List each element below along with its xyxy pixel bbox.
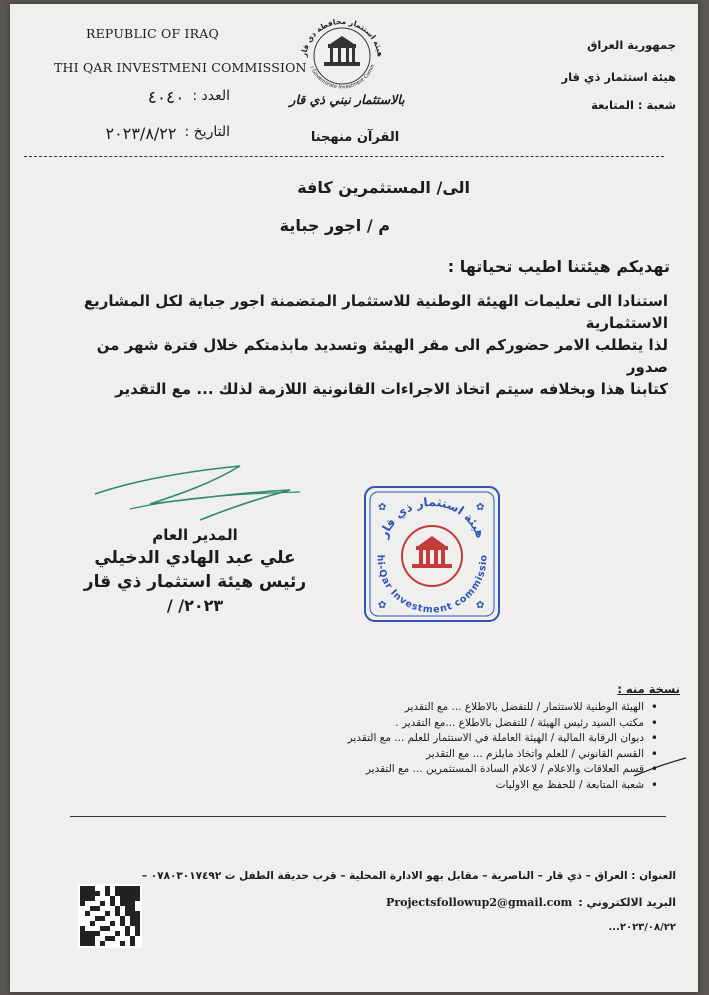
stamp-text-ar: هيئة استثمار ذي قار [376,494,488,540]
ar-division: شعبة : المتابعة [591,98,676,112]
checkmark-scribble-icon [630,756,690,780]
logo-caption: بالاستثمار نبني ذي قار [289,92,405,107]
commission-logo [292,8,392,98]
en-republic: REPUBLIC OF IRAQ [86,26,219,41]
footer-address: العنوان : العراق – ذي قار – الناصرية – مقابل بهو الادارة المحلية – قرب حديقة الطفل ت ٠٧٨٠٣٠١٧٤٩٢ – [141,870,676,882]
svg-text:✿: ✿ [476,502,485,513]
header-divider [24,156,664,157]
official-stamp [362,484,502,624]
cc-item: • الهيئة الوطنية للاستثمار / للتفضل بالاطلاع ... مع التقدير [204,700,644,716]
qr-code [78,884,142,948]
signature-title: المدير العام [152,526,238,544]
body-line-1: استنادا الى تعليمات الهيئة الوطنية للاستثمار المتضمنة اجور جباية لكل المشاريع الاستثمارية [83,292,668,332]
cc-item: • قسم العلاقات والاعلام / لاعلام السادة المستثمرين ... مع التقدير [204,762,644,778]
number-label: العدد : [192,88,230,104]
number-value: ٤٠٤٠ [147,88,185,108]
motto: القرآن منهجنا [310,130,400,145]
date-label: التاريخ : [184,124,230,140]
body-line-3: كتابنا هذا وبخلافه سيتم اتخاذ الاجراءات القانونية اللازمة لذلك ... مع التقدير [115,380,668,398]
email-value: Projectsfollowup2@gmail.com [386,896,573,909]
footer-divider [70,816,666,817]
body-line-2: لذا يتطلب الامر حضوركم الى مقر الهيئة وتسديد مابذمتكم خلال فترة شهر من صدور [96,336,668,376]
addressee-subject: م / اجور جباية [279,216,390,235]
logo-ring-en: r Governorate Investment Comm [308,63,377,91]
svg-text:هيئة استثمار ذي قار [376,495,488,541]
cc-item: • شعبة المتابعة / للحفظ مع الاوليات [204,778,644,794]
logo-emblem-icon [292,8,392,98]
cc-heading: نسخة منه : [617,682,680,696]
letter-page [10,4,698,992]
footer-email-row [386,896,676,909]
stamp-text-en: hi-Qar Investment commissio [374,554,490,616]
en-commission: THI QAR INVESTMENI COMMISSION [54,60,307,75]
ar-republic: جمهورية العراق [587,38,676,52]
signature-position: رئيس هيئة استثمار ذي قار [83,572,307,592]
signature-name: علي عبد الهادي الدخيلي [94,548,296,568]
logo-ring-ar: هيئة استثمار محافظة ذي قار [299,16,385,58]
email-label: البريد الالكتروني : [578,896,676,909]
greeting: تهديكم هيئتنا اطيب تحياتها : [447,257,670,276]
date-row [40,124,230,143]
svg-text:✿: ✿ [378,600,387,611]
signature-block [80,524,310,618]
footer-date: ٢٠٢٣/٠٨/٢٢... [608,922,676,933]
addressee-to: الى/ المستثمرين كافة [297,178,470,197]
cc-list [204,700,658,793]
cc-item: • ديوان الرقابة المالية / الهيئة العاملة في الاستثمار للعلم ... مع التقدير [204,731,644,747]
svg-text:✿: ✿ [476,600,485,611]
letter-body [70,290,668,400]
date-value: ٢٠٢٣/٨/٢٢ [105,124,177,143]
ar-commission: هيئة استثمار ذي قار [561,70,676,84]
stamp-seal-icon [362,484,502,624]
signature-date: ٢٠٢٣/ / [166,596,224,615]
cc-item: • مكتب السيد رئيس الهيئة / للتفضل بالاطلاع ...مع التقدير . [204,716,644,732]
svg-text:✿: ✿ [378,502,387,513]
number-row [50,88,230,108]
cc-item: • القسم القانوني / للعلم واتخاذ مايلزم ... مع التقدير [204,747,644,763]
qr-code-icon [80,886,140,946]
